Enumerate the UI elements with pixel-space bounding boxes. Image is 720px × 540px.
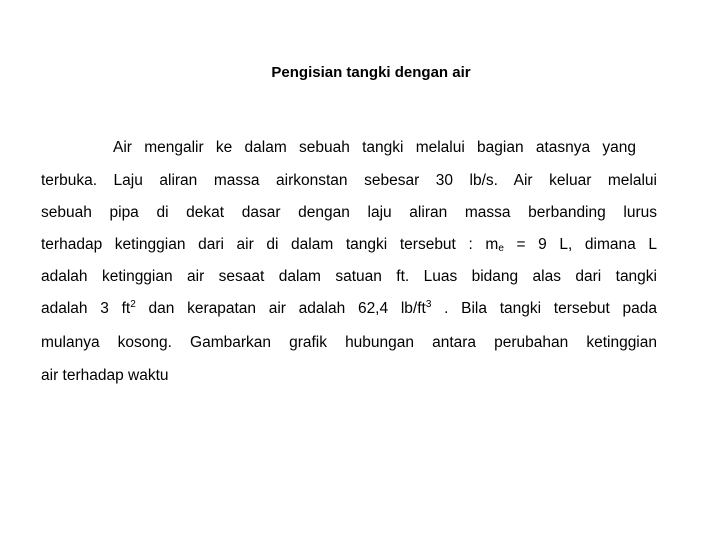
document-title: Pengisian tangki dengan air	[271, 64, 471, 81]
paragraph-line-4: terhadap ketinggian dari air di dalam tangki tersebut : $m_e = 9$ L, dimana L	[41, 236, 657, 254]
paragraph-line-7: mulanya kosong. Gambarkan grafik hubungan antara perubahan ketinggian	[41, 334, 657, 351]
superscript-3: 3	[425, 299, 432, 310]
paragraph-line-5: adalah ketinggian air sesaat dalam satuan ft. Luas bidang alas dari tangki	[41, 268, 657, 285]
paragraph-line-3: sebuah pipa di dekat dasar dengan laju aliran massa berbanding lurus	[41, 204, 657, 221]
superscript-2: 2	[130, 299, 136, 310]
paragraph-line-8: air terhadap waktu	[41, 367, 169, 384]
paragraph-line-1: Air mengalir ke dalam sebuah tangki melalui bagian atasnya yang	[113, 139, 636, 156]
paragraph-line-6: adalah 3 $ft^2$ dan kerapatan air adalah 62,4 $lb/ft^3$ . Bila tangki tersebut pada	[41, 299, 657, 317]
paragraph-line-2: terbuka. Laju aliran massa airkonstan sebesar 30 lb/s. Air keluar melalui	[41, 172, 657, 189]
subscript-e: e	[498, 243, 504, 254]
